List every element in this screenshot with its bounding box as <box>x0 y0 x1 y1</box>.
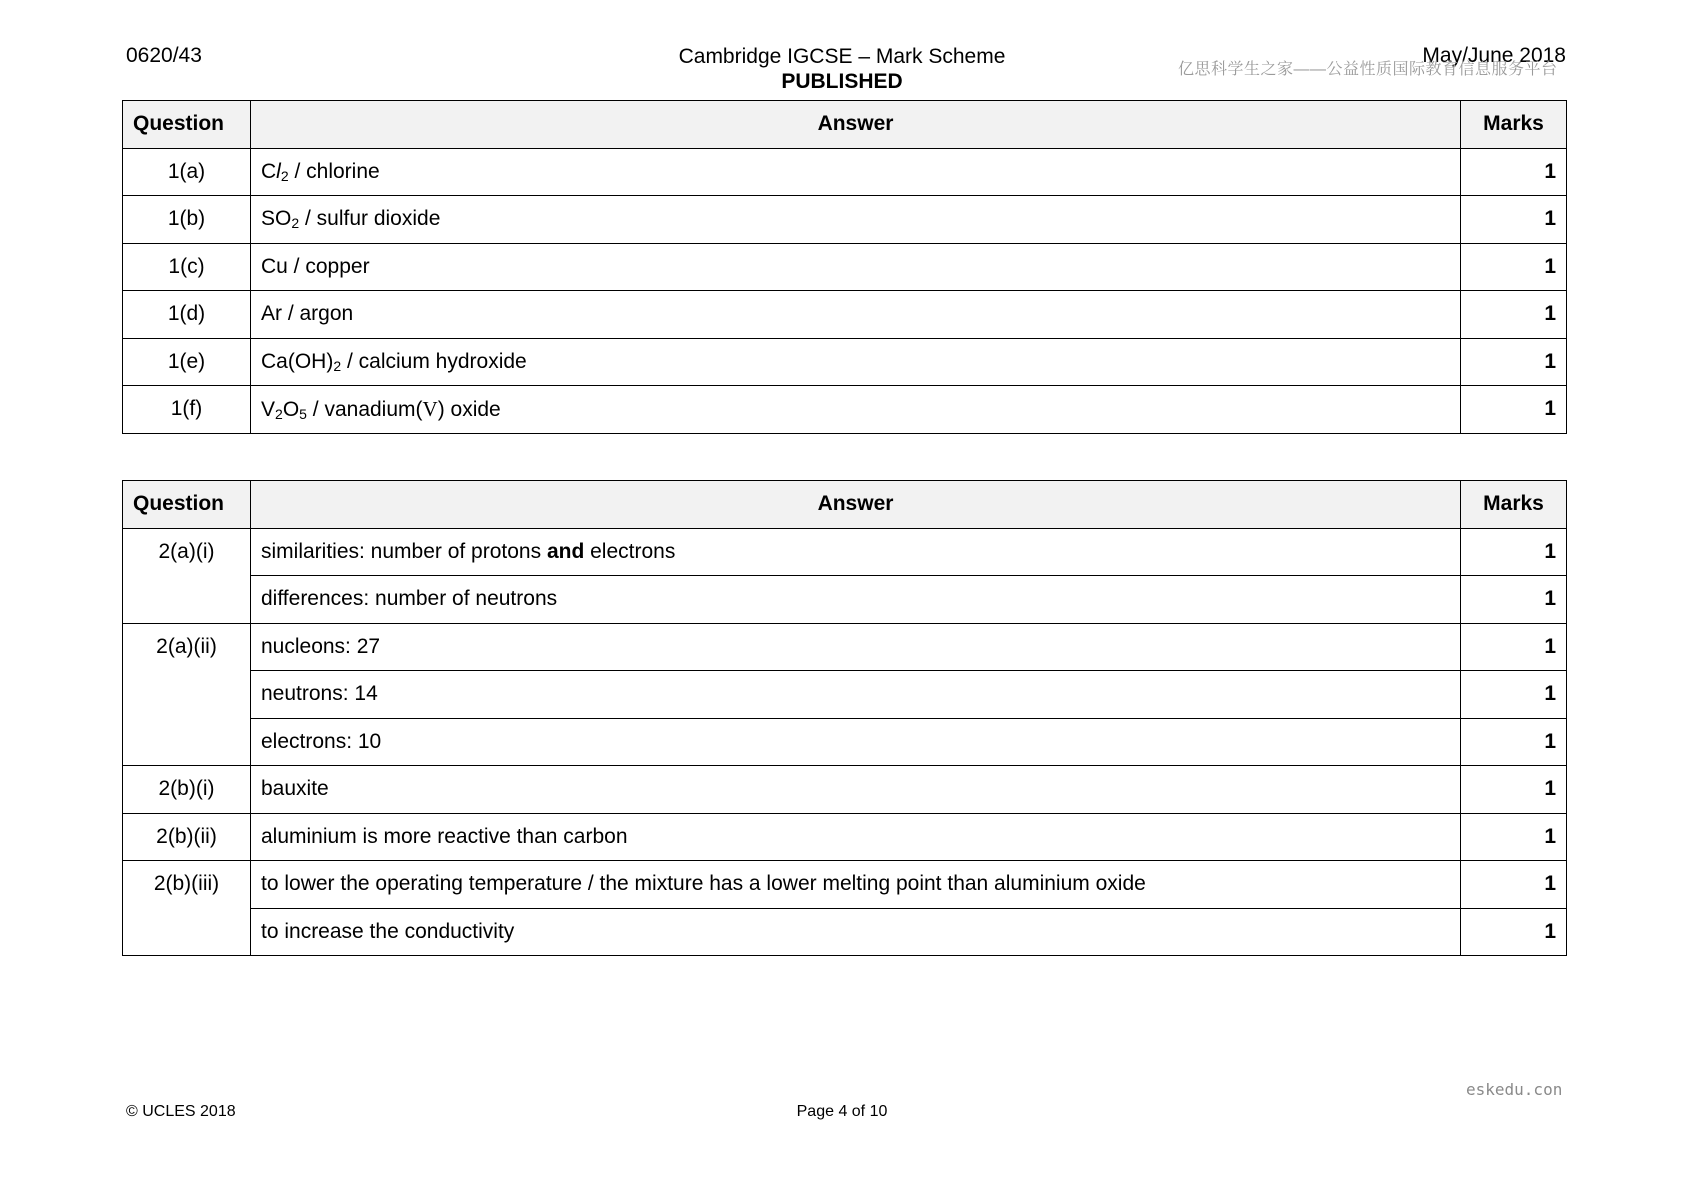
watermark-top: 亿思科学生之家——公益性质国际教育信息服务平台 <box>1178 61 1558 78</box>
marks-cell: 1 <box>1461 623 1567 671</box>
marks-cell: 1 <box>1461 386 1567 434</box>
answer-cell: bauxite <box>251 766 1461 814</box>
answer-header: Answer <box>251 481 1461 529</box>
table-row <box>123 576 1567 624</box>
exam-session: May/June 2018 <box>1422 44 1566 67</box>
table-row <box>123 528 1567 576</box>
answer-cell: Ar / argon <box>251 291 1461 339</box>
answer-cell: neutrons: 14 <box>251 671 1461 719</box>
answer-cell: $V_2O_5$ / vanadium(V) oxide <box>251 386 1461 434</box>
marks-cell: 1 <box>1461 338 1567 386</box>
mark-scheme-table-2 <box>122 480 1567 956</box>
question-number: 1(b) <box>123 196 251 244</box>
table-row <box>123 623 1567 671</box>
table-row <box>123 813 1567 861</box>
table-row <box>123 243 1567 291</box>
table-row <box>123 386 1567 434</box>
marks-header: Marks <box>1461 101 1567 149</box>
table-header-row <box>123 101 1567 149</box>
watermark-bottom: eskedu.con <box>1466 1080 1563 1099</box>
answer-cell: nucleons: 27 <box>251 623 1461 671</box>
question-number: 1(d) <box>123 291 251 339</box>
copyright: © UCLES 2018 <box>126 1103 236 1120</box>
answer-cell: $Cl_2$ / chlorine <box>251 148 1461 196</box>
marks-cell: 1 <box>1461 576 1567 624</box>
marks-cell: 1 <box>1461 766 1567 814</box>
question-number: 1(f) <box>123 386 251 434</box>
answer-cell: to lower the operating temperature / the mixture has a lower melting point than aluminium oxide <box>251 861 1461 909</box>
published-label: PUBLISHED <box>781 70 903 93</box>
table-row <box>123 148 1567 196</box>
marks-cell: 1 <box>1461 196 1567 244</box>
document-title: Cambridge IGCSE – Mark Scheme <box>678 45 1006 68</box>
question-number: 2(a)(ii) <box>123 623 251 766</box>
marks-cell: 1 <box>1461 243 1567 291</box>
question-number: 1(e) <box>123 338 251 386</box>
answer-cell: $Ca(OH)_2$ / calcium hydroxide <box>251 338 1461 386</box>
answer-header: Answer <box>251 101 1461 149</box>
answer-cell: Cu / copper <box>251 243 1461 291</box>
question-header: Question <box>123 481 251 529</box>
table-row <box>123 718 1567 766</box>
paper-code: 0620/43 <box>126 44 202 67</box>
answer-cell: differences: number of neutrons <box>251 576 1461 624</box>
question-number: 2(b)(ii) <box>123 813 251 861</box>
marks-cell: 1 <box>1461 291 1567 339</box>
marks-cell: 1 <box>1461 148 1567 196</box>
table-row <box>123 291 1567 339</box>
marks-cell: 1 <box>1461 671 1567 719</box>
table-row <box>123 671 1567 719</box>
question-header: Question <box>123 101 251 149</box>
answer-cell: to increase the conductivity <box>251 908 1461 956</box>
table-row <box>123 861 1567 909</box>
table-row <box>123 766 1567 814</box>
answer-cell: similarities: number of protons and electrons <box>251 528 1461 576</box>
answer-cell: $SO_2$ / sulfur dioxide <box>251 196 1461 244</box>
question-number: 2(b)(i) <box>123 766 251 814</box>
question-number: 1(a) <box>123 148 251 196</box>
marks-cell: 1 <box>1461 718 1567 766</box>
question-number: 2(b)(iii) <box>123 861 251 956</box>
marks-cell: 1 <box>1461 908 1567 956</box>
answer-cell: electrons: 10 <box>251 718 1461 766</box>
table-row <box>123 338 1567 386</box>
table-header-row <box>123 481 1567 529</box>
table-row <box>123 196 1567 244</box>
marks-header: Marks <box>1461 481 1567 529</box>
answer-cell: aluminium is more reactive than carbon <box>251 813 1461 861</box>
marks-cell: 1 <box>1461 813 1567 861</box>
marks-cell: 1 <box>1461 528 1567 576</box>
marks-cell: 1 <box>1461 861 1567 909</box>
question-number: 2(a)(i) <box>123 528 251 623</box>
table-row <box>123 908 1567 956</box>
mark-scheme-table-1 <box>122 100 1567 434</box>
question-number: 1(c) <box>123 243 251 291</box>
page-number: Page 4 of 10 <box>796 1103 888 1120</box>
